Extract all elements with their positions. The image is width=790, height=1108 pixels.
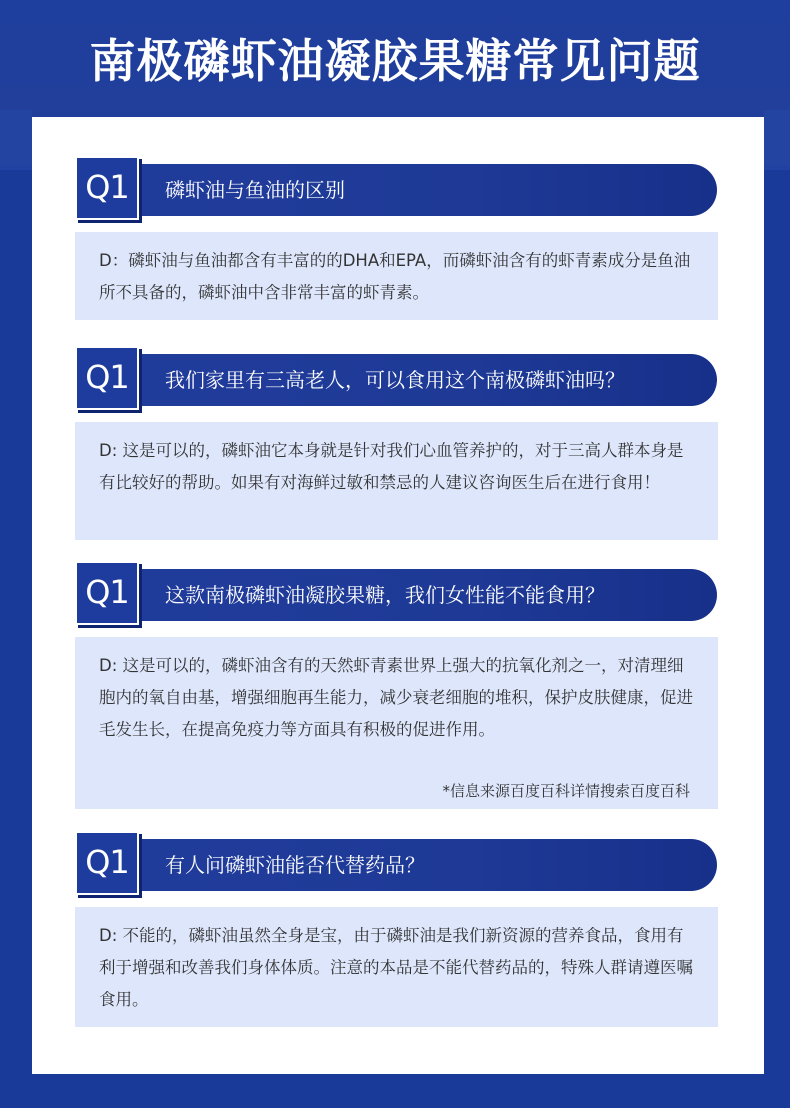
answer-box <box>75 232 718 320</box>
question-bar <box>87 164 717 216</box>
question-text: 这款南极磷虾油凝胶果糖，我们女性能不能食用？ <box>165 583 605 607</box>
question-badge: Q1 <box>75 346 139 410</box>
question-text: 我们家里有三高老人，可以食用这个南极磷虾油吗？ <box>165 368 625 392</box>
question-badge: Q1 <box>75 156 139 220</box>
question-badge: Q1 <box>75 831 139 895</box>
question-bar <box>87 354 717 406</box>
decorative-band-right <box>764 110 790 170</box>
page-title: 南极磷虾油凝胶果糖常见问题 <box>89 34 701 88</box>
question-badge: Q1 <box>75 561 139 625</box>
decorative-band-left <box>0 110 32 170</box>
answer-text: D: 这是可以的，磷虾油它本身就是针对我们心血管养护的，对于三高人群本身是有比较好的帮助。如果有对海鲜过敏和禁忌的人建议咨询医生后在进行食用！ <box>99 441 684 492</box>
answer-box <box>75 422 718 540</box>
answer-text: D: 不能的，磷虾油虽然全身是宝，由于磷虾油是我们新资源的营养食品，食用有利于增强和改善我们身体体质。注意的本品是不能代替药品的，特殊人群请遵医嘱食用。 <box>99 926 693 1009</box>
question-bar <box>87 839 717 891</box>
question-bar <box>87 569 717 621</box>
question-text: 有人问磷虾油能否代替药品？ <box>165 853 425 877</box>
answer-text: D: 这是可以的，磷虾油含有的天然虾青素世界上强大的抗氧化剂之一，对清理细胞内的氧自由基，增强细胞再生能力，减少衰老细胞的堆积，保护皮肤健康，促进毛发生长，在提高免疫力等方面具有积极的促进作用。 <box>99 656 693 739</box>
source-note: *信息来源百度百科详情搜索百度百科 <box>442 782 690 800</box>
answer-box <box>75 637 718 809</box>
faq-card <box>32 117 764 1074</box>
question-text: 磷虾油与鱼油的区别 <box>165 178 345 202</box>
answer-text: D：磷虾油与鱼油都含有丰富的的DHA和EPA，而磷虾油含有的虾青素成分是鱼油所不具备的，磷虾油中含非常丰富的虾青素。 <box>99 251 691 302</box>
answer-box <box>75 907 718 1027</box>
